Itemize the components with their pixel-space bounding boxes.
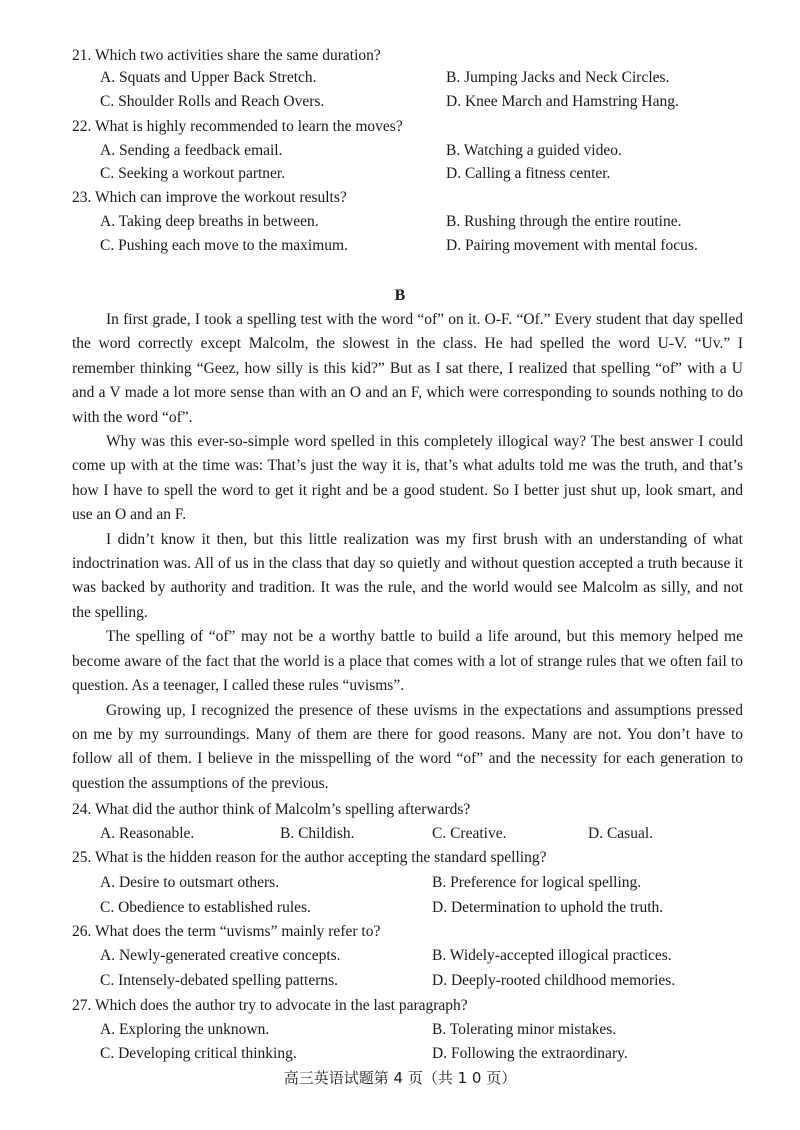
question-26-stem: 26. What does the term “uvisms” mainly refer to?: [72, 923, 381, 940]
question-25-option-b: B. Preference for logical spelling.: [432, 874, 642, 891]
question-26-option-d: D. Deeply-rooted childhood memories.: [432, 972, 676, 989]
question-22-option-a: A. Sending a feedback email.: [100, 142, 283, 159]
question-25-option-a: A. Desire to outsmart others.: [100, 874, 280, 891]
question-27-stem: 27. Which does the author try to advocate in the last paragraph?: [72, 997, 468, 1014]
question-26-option-c: C. Intensely-debated spelling patterns.: [100, 972, 339, 989]
question-24-option-d: D. Casual.: [588, 825, 654, 842]
question-21-option-a: A. Squats and Upper Back Stretch.: [100, 69, 317, 86]
question-25-option-d: D. Determination to uphold the truth.: [432, 899, 664, 916]
question-22-option-b: B. Watching a guided video.: [446, 142, 622, 159]
question-25-stem: 25. What is the hidden reason for the author accepting the standard spelling?: [72, 849, 547, 866]
page-footer: 高三英语试题第 4 页（共 1 0 页）: [283, 1069, 517, 1087]
question-21-option-c: C. Shoulder Rolls and Reach Overs.: [100, 93, 325, 110]
question-22-option-d: D. Calling a fitness center.: [446, 165, 611, 182]
passage-paragraph-2: Why was this ever-so-simple word spelled in this completely illogical way? The best answer I could come up with at the time was: That’s just the way it is, that’s what adults told me was the truth, and that’s how I have to spell the word to get it right and be a good student. So I better just shut up, look smart, and use an O and an F.: [72, 433, 743, 524]
question-24-stem: 24. What did the author think of Malcolm’s spelling afterwards?: [72, 801, 471, 818]
question-27-option-d: D. Following the extraordinary.: [432, 1045, 628, 1062]
question-22-stem: 22. What is highly recommended to learn the moves?: [72, 118, 403, 135]
question-26-option-a: A. Newly-generated creative concepts.: [100, 947, 341, 964]
question-24-option-a: A. Reasonable.: [100, 825, 195, 842]
passage-paragraph-1: In first grade, I took a spelling test with the word “of” on it. O-F. “Of.” Every student that day spelled the word correctly except Malcolm, the slowest in the class. He had spelled the word U-V. “Uv.” I remember thinking “Geez, how silly is this kid?” But as I sat there, I realized that spelling “of” with a U and a V made a lot more sense than with an O and an F, which were corresponding to sounds nothing to do with the word “of”.: [72, 311, 743, 426]
question-21-stem: 21. Which two activities share the same duration?: [72, 47, 381, 64]
question-21-option-d: D. Knee March and Hamstring Hang.: [446, 93, 679, 110]
passage-paragraph-4: The spelling of “of” may not be a worthy battle to build a life around, but this memory helped me become aware of the fact that the world is a place that comes with a lot of strange rules that we often fail to question. As a teenager, I called these rules “uvisms”.: [72, 628, 743, 695]
question-23-stem: 23. Which can improve the workout results?: [72, 189, 347, 206]
question-25-option-c: C. Obedience to established rules.: [100, 899, 311, 916]
question-21-option-b: B. Jumping Jacks and Neck Circles.: [446, 69, 670, 86]
section-b-heading: B: [394, 287, 406, 304]
question-23-option-c: C. Pushing each move to the maximum.: [100, 237, 348, 254]
question-24-option-b: B. Childish.: [280, 825, 355, 842]
question-26-option-b: B. Widely-accepted illogical practices.: [432, 947, 672, 964]
question-23-option-d: D. Pairing movement with mental focus.: [446, 237, 698, 254]
question-27-option-a: A. Exploring the unknown.: [100, 1021, 270, 1038]
question-27-option-b: B. Tolerating minor mistakes.: [432, 1021, 617, 1038]
passage-paragraph-3: I didn’t know it then, but this little realization was my first brush with an understanding of what indoctrination was. All of us in the class that day so quietly and without question accepted a truth because it was backed by authority and tradition. It was the rule, and the world would see Malcolm as silly, and not the spelling.: [72, 530, 743, 621]
passage-paragraph-5: Growing up, I recognized the presence of these uvisms in the expectations and assumptions pressed on me by my surroundings. Many of them are there for good reasons. Many are not. You don’t have to follow all of them. I believe in the misspelling of the word “of” and the necessity for each generation to question the assumptions of the previous.: [72, 701, 743, 792]
question-22-option-c: C. Seeking a workout partner.: [100, 165, 286, 182]
question-27-option-c: C. Developing critical thinking.: [100, 1045, 297, 1062]
question-23-option-b: B. Rushing through the entire routine.: [446, 213, 682, 230]
question-24-option-c: C. Creative.: [432, 825, 507, 842]
question-23-option-a: A. Taking deep breaths in between.: [100, 213, 319, 230]
reading-passage: [72, 308, 743, 796]
